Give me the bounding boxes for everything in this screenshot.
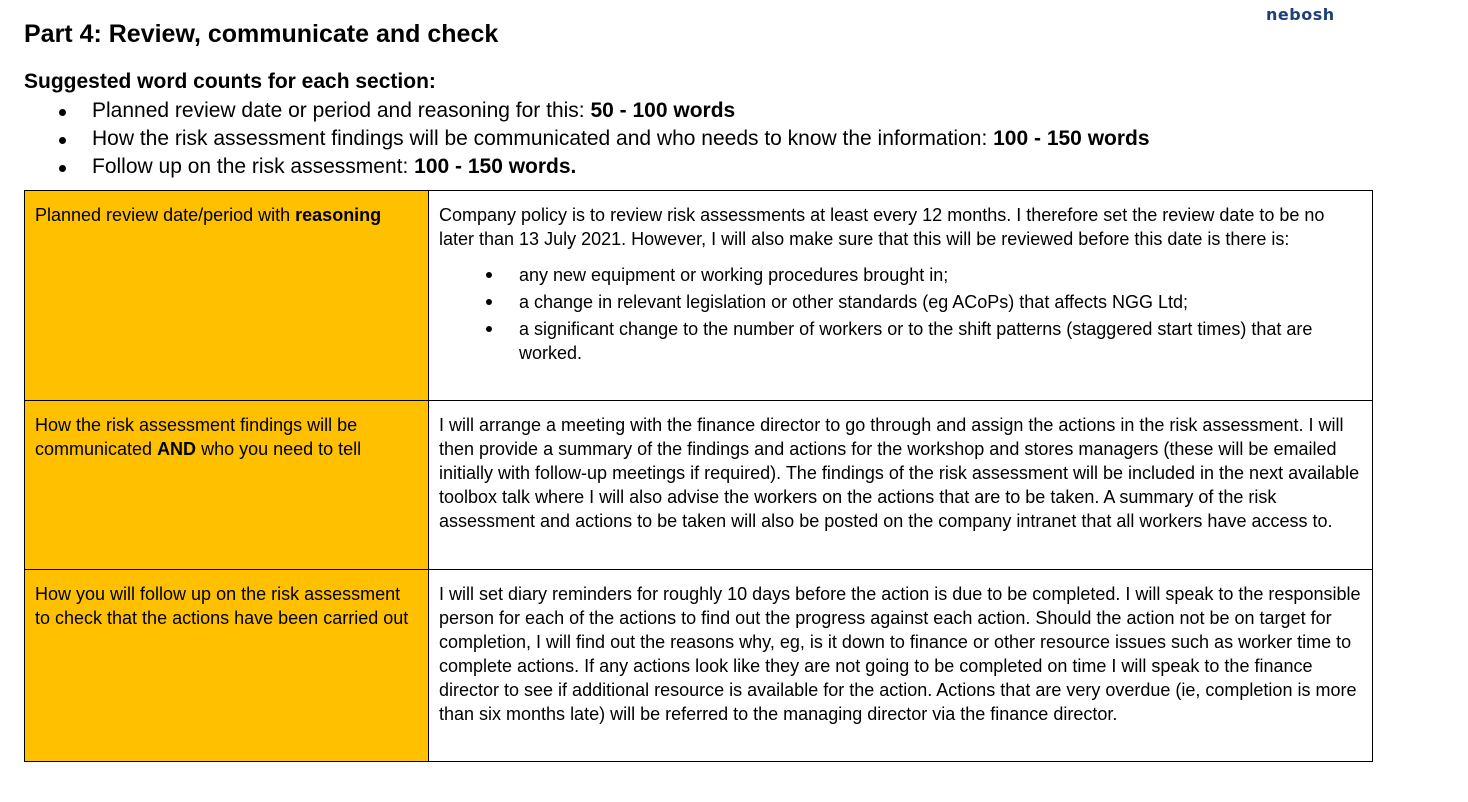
table-row xyxy=(25,401,1373,570)
review-triggers-list xyxy=(439,263,1362,365)
review-date-intro: Company policy is to review risk assessments at least every 12 months. I therefore set the review date to be no later than 13 July 2021. However, I will also make sure that this will be reviewed before this date is there is: xyxy=(439,205,1325,249)
list-item: How the risk assessment findings will be communicated and who needs to know the information: 100 - 150 words xyxy=(56,125,1150,153)
page-title: Part 4: Review, communicate and check xyxy=(24,20,499,48)
list-item: a change in relevant legislation or other standards (eg ACoPs) that affects NGG Ltd; xyxy=(519,290,1362,314)
word-count-heading: Suggested word counts for each section: xyxy=(24,70,436,93)
table-row xyxy=(25,191,1373,401)
table-row xyxy=(25,570,1373,762)
list-item: any new equipment or working procedures brought in; xyxy=(519,263,1362,287)
review-date-answer[interactable] xyxy=(429,191,1373,401)
review-date-label: Planned review date/period with reasoning xyxy=(25,191,429,401)
communication-label: How the risk assessment findings will be communicated AND who you need to tell xyxy=(25,401,429,570)
follow-up-label: How you will follow up on the risk assessment to check that the actions have been carried out xyxy=(25,570,429,762)
communication-answer[interactable]: I will arrange a meeting with the finance director to go through and assign the actions in the risk assessment. I will then provide a summary of the findings and actions for the workshop and stores managers (these will be emailed initially with follow-up meetings if required). The findings of the risk assessment will be included in the next available toolbox talk where I will also advise the workers on the actions that are to be taken. A summary of the risk assessment and actions to be taken will also be posted on the company intranet that all workers have access to. xyxy=(429,401,1373,570)
list-item: Follow up on the risk assessment: 100 - 150 words. xyxy=(56,153,1150,181)
review-table xyxy=(24,190,1373,762)
follow-up-answer[interactable]: I will set diary reminders for roughly 10 days before the action is due to be completed. I will speak to the responsible person for each of the actions to find out the progress against each action. Should the action not be on target for completion, I will find out the reasons why, eg, is it down to finance or other resource issues such as worker time to complete actions. If any actions look like they are not going to be completed on time I will speak to the finance director to see if additional resource is available for the action. Actions that are very overdue (ie, completion is more than six months late) will be referred to the managing director via the finance director. xyxy=(429,570,1373,762)
list-item: a significant change to the number of workers or to the shift patterns (staggered start times) that are worked. xyxy=(519,317,1362,365)
word-count-list xyxy=(56,97,1150,181)
nebosh-logo: nebosh xyxy=(1266,5,1335,24)
list-item: Planned review date or period and reasoning for this: 50 - 100 words xyxy=(56,97,1150,125)
